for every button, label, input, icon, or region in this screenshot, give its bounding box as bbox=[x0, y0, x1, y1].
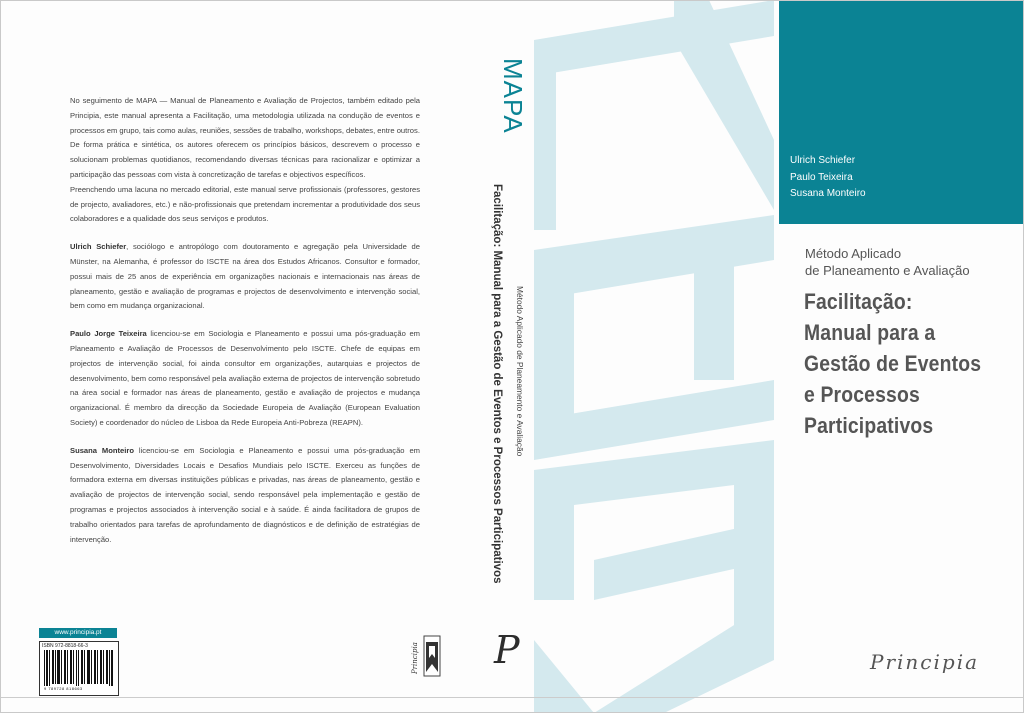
intro-paragraph-1: No seguimento de MAPA — Manual de Planeamento e Avaliação de Projectos, também editado pela Principia, este manual apresenta a Facilitação, uma metodologia utilizada na condução de eventos e processos em grupo, tais como aulas, reuniões, sessões de trabalho, workshops, debates, entre outros. bbox=[70, 96, 420, 135]
title-line: Manual para a bbox=[804, 320, 936, 345]
publisher-name: Principia bbox=[870, 650, 980, 674]
method-line-2: de Planeamento e Avaliação bbox=[805, 263, 970, 278]
bio-name: Paulo Jorge Teixeira bbox=[70, 329, 147, 339]
method-line-1: Método Aplicado bbox=[805, 246, 902, 261]
publisher-emblem-icon bbox=[424, 636, 440, 676]
author-name: Paulo Teixeira bbox=[790, 172, 853, 183]
website-label: www.principia.pt bbox=[39, 628, 117, 638]
bio-name: Susana Monteiro bbox=[70, 445, 134, 455]
spine-subtitle bbox=[510, 286, 530, 496]
title-line: Facilitação: bbox=[804, 289, 913, 314]
back-cover-text bbox=[70, 94, 420, 547]
author-name: Susana Monteiro bbox=[790, 188, 866, 199]
spine-logo-letter: P bbox=[494, 628, 520, 672]
bio-text: licenciou-se em Sociologia e Planeamento e possui uma pós-graduação em Desenvolvimento, Diversidades Locais e Desafios Mundiais pelo ISCTE. Exerceu as funções de formadora externa em diversas instituições públicas e privadas, nas áreas de planeamento, gestão e avaliação de projectos de intervenção social, sendo responsável pela implementação e gestão de programas e projectos associados à intervenção social e à saúde. É ainda facilitadora de grupos de trabalho orientados para tarefas de aprofundamento de diagnósticos e de definição de estratégias de intervenção. bbox=[70, 445, 420, 544]
spine-publisher bbox=[404, 632, 444, 682]
author-name: Ulrich Schiefer bbox=[790, 155, 856, 166]
book-title bbox=[804, 286, 989, 441]
isbn-label: ISBN 972-8818-66-3 bbox=[42, 643, 88, 649]
spine-subtitle-text: Método Aplicado de Planeamento e Avaliação bbox=[515, 286, 525, 457]
spine-series: MAPA bbox=[498, 58, 528, 134]
spine-publisher-text: Principia bbox=[411, 642, 419, 674]
bio-schiefer bbox=[70, 240, 420, 314]
bottom-rule bbox=[0, 697, 1024, 698]
intro-paragraph-2: De forma prática e sintética, os autores oferecem os princípios básicos, descrevem o processo e solucionam problemas quotidianos, recomendando diversas técnicas para racionalizar e optimizar a participação das pessoas com vista à concretização de tarefas e objectivos específicos. bbox=[70, 140, 420, 179]
mapa-watermark bbox=[534, 0, 774, 713]
spine-series-logo bbox=[496, 56, 528, 136]
bio-text: licenciou-se em Sociologia e Planeamento e possui uma pós-graduação em Planeamento e Avaliação de Processos de Desenvolvimento pelo ISCTE. Chefe de equipas em projectos de intervenção social, foi ainda consultor em organizações, autarquias e projectos de desenvolvimento, bem como responsável pela avaliação externa de projectos de intervenção sobretudo na área social e formador nas áreas de planeamento, gestão e avaliação de projectos e mudança organizacional. É membro da direcção da Sociedade Europeia de Avaliação (European Evaluation Society) e coordenador do núcleo de Lisboa da Rede Europeia Anti-Pobreza (REAPN). bbox=[70, 329, 420, 427]
bio-teixeira bbox=[70, 327, 420, 431]
bio-monteiro bbox=[70, 444, 420, 548]
title-line: Gestão de Eventos bbox=[804, 351, 982, 376]
spine-title-text: Facilitação: Manual para a Gestão de Eventos e Processos Participativos bbox=[491, 184, 503, 584]
bio-name: Ulrich Schiefer bbox=[70, 242, 127, 252]
title-line: Participativos bbox=[804, 413, 934, 438]
barcode-digits: 9 789728 818663 bbox=[44, 686, 83, 691]
bio-text: , sociólogo e antropólogo com doutoramento e agregação pela Universidade de Münster, na Alemanha, é professor do ISCTE na área dos Estudos Africanos. Consultor e formador, possui mais de 25 anos de experiência em organizações nacionais e internacionais nas áreas de planeamento, gestão e avaliação de programas e projectos de desenvolvimento e intervenção social, bem como em mudança organizacional. bbox=[70, 242, 420, 311]
intro-paragraph-3: Preenchendo uma lacuna no mercado editorial, este manual serve profissionais (professores, gestores de projecto, avaliadores, etc.) e não-profissionais que pretendam incrementar a produtividade dos seus colaboradores e a qualidade dos seus serviços e produtos. bbox=[70, 184, 420, 224]
title-line: e Processos bbox=[804, 382, 920, 407]
